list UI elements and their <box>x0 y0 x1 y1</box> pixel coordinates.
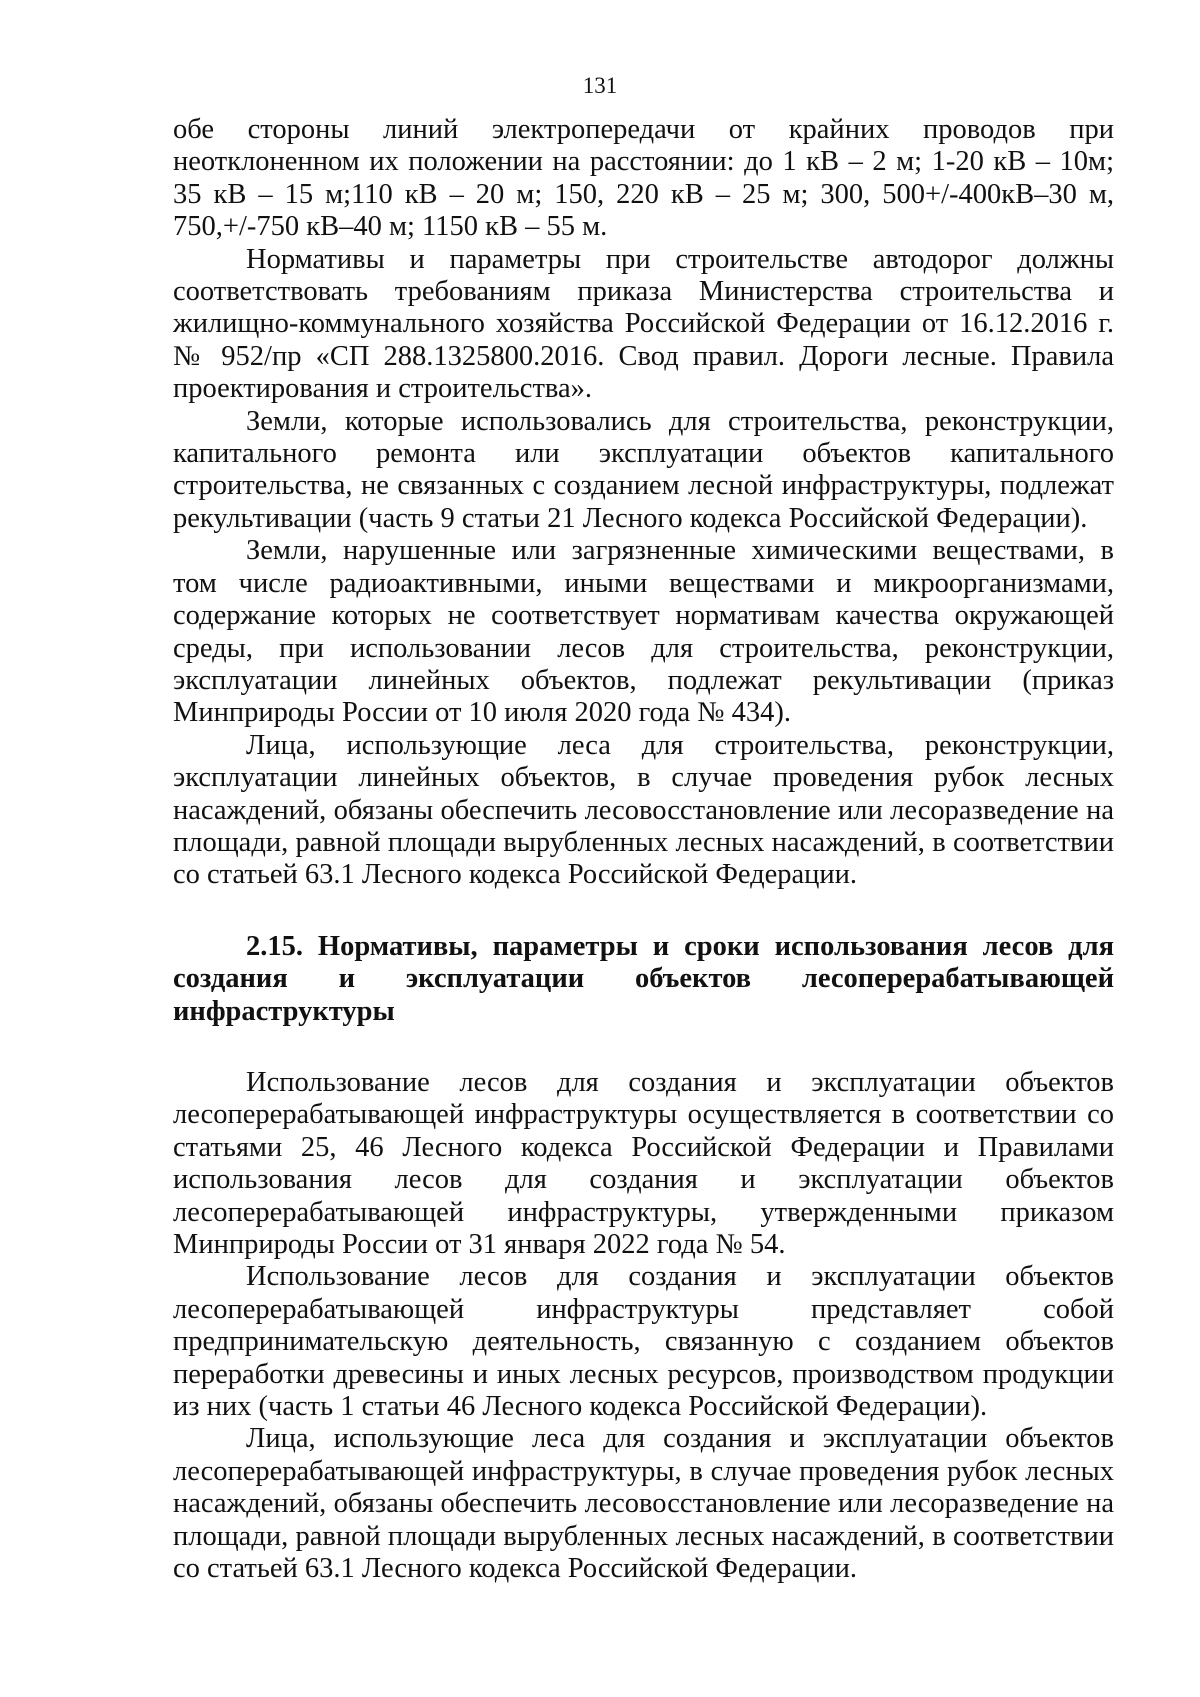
paragraph-processing-infrastructure-use: Использование лесов для создания и эксплуатации объектов лесоперерабатывающей инфраструктуры осуществляется в соответствии со статьями 25, 46 Лесного кодекса Российской Федерации и Правилами использования лесов для создания и эксплуатации объектов лесоперерабатывающей инфраструктуры, утвержденными приказом Минприроды России от 31 января 2022 года № 54. <box>173 1066 1114 1260</box>
paragraph-land-recultivation: Земли, которые использовались для строительства, реконструкции, капитального ремонта или эксплуатации объектов капитального строительства, не связанных с созданием лесной инфраструктуры, подлежат рекультивации (часть 9 статьи 21 Лесного кодекса Российской Федерации). <box>173 405 1114 534</box>
paragraph-entrepreneurial-activity: Использование лесов для создания и эксплуатации объектов лесоперерабатывающей инфраструктуры представляет собой предпринимательскую деятельность, связанную с созданием объектов переработки древесины и иных лесных ресурсов, производством продукции из них (часть 1 статьи 46 Лесного кодекса Российской Федерации). <box>173 1261 1114 1423</box>
paragraph-road-standards: Нормативы и параметры при строительстве автодорог должны соответствовать требованиям приказа Министерства строительства и жилищно-коммунального хозяйства Российской Федерации от 16.12.2016 г. № 952/пр «СП 288.1325800.2016. Свод правил. Дороги лесные. Правила проектирования и строительства». <box>173 243 1114 405</box>
paragraph-power-lines-continued: обе стороны линий электропередачи от крайних проводов при неотклоненном их положении на расстоянии: до 1 кВ – 2 м; 1-20 кВ – 10м; 35 кВ – 15 м;110 кВ – 20 м; 150, 220 кВ – 25 м; 300, 500+/-400кВ–30 м, 750,+/-750 кВ–40 м; 1150 кВ – 55 м. <box>173 114 1114 243</box>
paragraph-polluted-lands: Земли, нарушенные или загрязненные химическими веществами, в том числе радиоактивными, иными веществами и микроорганизмами, содержание которых не соответствует нормативам качества окружающей среды, при использовании лесов для строительства, реконструкции, эксплуатации линейных объектов, подлежат рекультивации (приказ Минприроды России от 10 июля 2020 года № 434). <box>173 535 1114 729</box>
page-content <box>173 114 1114 1585</box>
page-number: 131 <box>582 73 618 98</box>
paragraph-reforestation-processing: Лица, использующие леса для создания и эксплуатации объектов лесоперерабатывающей инфраструктуры, в случае проведения рубок лесных насаждений, обязаны обеспечить лесовосстановление или лесоразведение на площади, равной площади вырубленных лесных насаждений, в соответствии со статьей 63.1 Лесного кодекса Российской Федерации. <box>173 1423 1114 1585</box>
paragraph-reforestation-linear: Лица, использующие леса для строительства, реконструкции, эксплуатации линейных объектов, в случае проведения рубок лесных насаждений, обязаны обеспечить лесовосстановление или лесоразведение на площади, равной площади вырубленных лесных насаждений, в соответствии со статьей 63.1 Лесного кодекса Российской Федерации. <box>173 729 1114 891</box>
section-heading-2-15: 2.15. Нормативы, параметры и сроки использования лесов для создания и эксплуатации объектов лесоперерабатывающей инфраструктуры <box>173 930 1114 1027</box>
